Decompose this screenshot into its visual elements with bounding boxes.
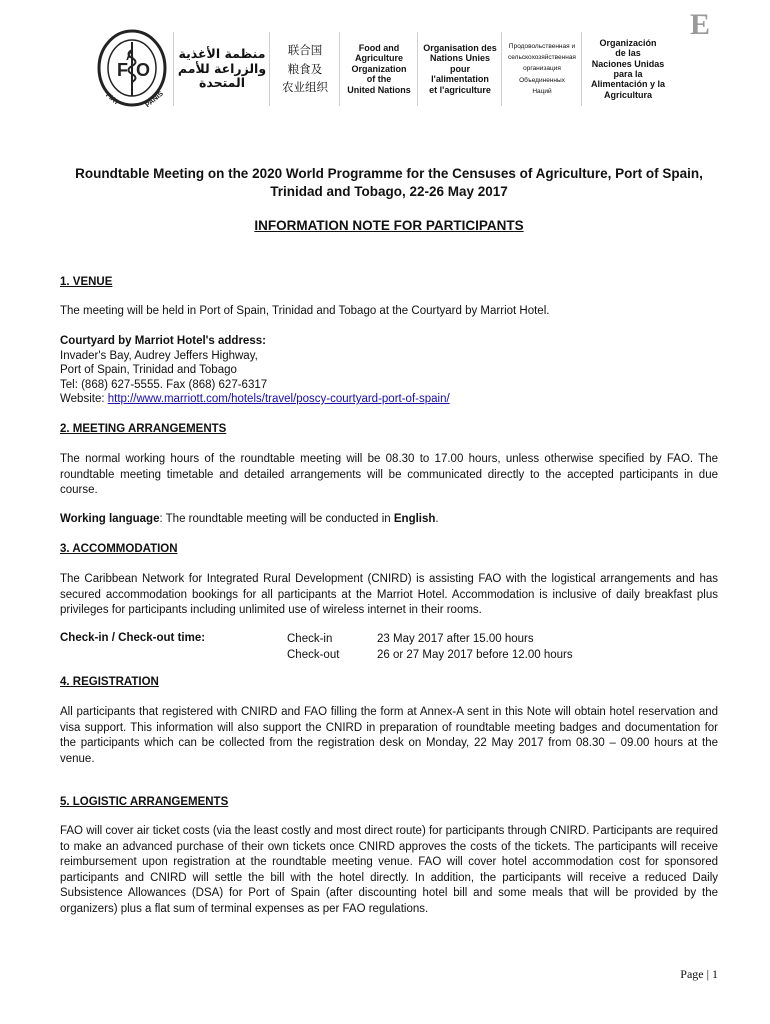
english-line: of the xyxy=(366,74,392,85)
english-line: United Nations xyxy=(347,84,411,95)
checkin-table xyxy=(287,632,573,663)
checkout-row xyxy=(287,648,573,664)
russian-line: Продовольственная и xyxy=(508,43,576,51)
english-line: Organization xyxy=(351,63,407,74)
page-title: Roundtable Meeting on the 2020 World Programme for the Censuses of Agriculture, Port of Spain, Trinidad and Tobago, 22-26 May 2017 xyxy=(75,166,703,199)
french-line: l'alimentation xyxy=(431,74,489,85)
english-name xyxy=(339,32,418,106)
venue-heading: 1. VENUE xyxy=(60,276,113,288)
meeting-text: The normal working hours of the roundtable meeting will be 08.30 to 17.00 hours, unless otherwise specified by FAO. The roundtable meeting timetable and detailed arrangements will be communicated directly to the accepted participants in due course. xyxy=(60,453,718,496)
french-line: Nations Unies xyxy=(429,53,490,64)
spanish-line: de las xyxy=(615,48,641,59)
fao-letterhead xyxy=(93,26,673,110)
logistics-heading: 5. LOGISTIC ARRANGEMENTS xyxy=(60,796,229,808)
website-line xyxy=(60,392,450,407)
website-label: Website: xyxy=(60,393,108,405)
russian-line: Объединенных xyxy=(519,76,565,84)
svg-text:A: A xyxy=(126,49,135,63)
french-line: Organisation des xyxy=(423,43,497,54)
accommodation-heading: 3. ACCOMMODATION xyxy=(60,543,178,555)
checkin-key: Check-in xyxy=(287,633,333,645)
logo-motto-right: PANIS xyxy=(144,90,165,110)
working-language xyxy=(60,512,718,528)
arabic-line: والزراعة للأمم xyxy=(177,60,267,76)
spanish-line: Naciones Unidas xyxy=(591,58,665,69)
english-line: Agriculture xyxy=(354,53,403,64)
address-line: Port of Spain, Trinidad and Tobago xyxy=(60,364,237,376)
russian-line: организация xyxy=(523,65,561,73)
language-text: : The roundtable meeting will be conducted in xyxy=(159,513,394,525)
svg-text:O: O xyxy=(136,60,151,80)
arabic-name xyxy=(173,32,270,106)
venue-text: The meeting will be held in Port of Spain, Trinidad and Tobago at the Courtyard by Marriot Hotel. xyxy=(60,305,550,317)
spanish-name xyxy=(581,32,674,106)
russian-name xyxy=(501,32,582,106)
english-line: Food and xyxy=(358,43,400,54)
accommodation-text: The Caribbean Network for Integrated Rural Development (CNIRD) is assisting FAO with the logistical arrangements and has secured accommodation bookings for all participants at the Marriot Hotel. Accommodation is inclusive of daily breakfast plus privileges for participants including unlimited use of wireless internet in their rooms. xyxy=(60,573,718,616)
checkin-value: 23 May 2017 after 15.00 hours xyxy=(377,633,534,645)
spanish-line: Agricultura xyxy=(603,89,652,100)
address-line: Invader's Bay, Audrey Jeffers Highway, xyxy=(60,349,258,362)
page-number: Page | 1 xyxy=(680,967,718,981)
language-label: Working language xyxy=(60,513,160,525)
chinese-line: 联合国 xyxy=(287,43,323,58)
french-line: pour xyxy=(450,63,470,74)
svg-text:F: F xyxy=(117,60,128,80)
logo-motto-left: FIAT xyxy=(104,91,121,107)
hotel-address xyxy=(60,334,450,407)
spanish-line: para la xyxy=(613,69,643,79)
russian-line: сельскохозяйственная xyxy=(508,54,576,62)
checkin-label: Check-in / Check-out time: xyxy=(60,632,206,644)
checkin-row xyxy=(287,632,573,648)
russian-line: Наций xyxy=(532,87,552,95)
checkout-key: Check-out xyxy=(287,648,340,661)
logistics-text: FAO will cover air ticket costs (via the least costly and most direct route) for participants through CNIRD. Participants are required to make an advanced purchase of their own tickets once CNIRD approves the costs of the tickets. The participants will receive reimbursement upon registration at the roundtable meeting venue. FAO will cover hotel accommodation cost for sponsored participants and CNIRD will settle the bill with the hotel directly. In addition, the participants will receive a reduced Daily Subsistence Allowances (DSA) for Port of Spain (after discounting hotel bill and some meals that will be provided by the organizers) plus a flat sum of terminal expenses as per FAO regulations. xyxy=(60,825,718,915)
french-line: et l'agriculture xyxy=(429,84,491,95)
address-line: Tel: (868) 627-5555. Fax (868) 627-6317 xyxy=(60,378,268,391)
chinese-name xyxy=(269,32,340,106)
arabic-line: منظمة الأغذية xyxy=(178,46,266,62)
chinese-line: 粮食及 xyxy=(287,61,323,76)
address-label: Courtyard by Marriot Hotel's address: xyxy=(60,335,266,347)
meeting-heading: 2. MEETING ARRANGEMENTS xyxy=(60,423,227,435)
hotel-website-link[interactable]: http://www.marriott.com/hotels/travel/poscy-courtyard-port-of-spain/ xyxy=(107,393,450,405)
checkout-value: 26 or 27 May 2017 before 12.00 hours xyxy=(377,648,573,661)
registration-heading: 4. REGISTRATION xyxy=(60,676,159,688)
language-end: . xyxy=(435,513,439,525)
spanish-line: Organización xyxy=(599,37,657,48)
chinese-line: 农业组织 xyxy=(282,80,328,95)
language-value: English xyxy=(393,513,436,525)
spanish-line: Alimentación y la xyxy=(590,79,666,90)
french-name xyxy=(417,32,502,106)
page-subtitle: INFORMATION NOTE FOR PARTICIPANTS xyxy=(254,218,524,233)
arabic-line: المتحدة xyxy=(198,75,246,91)
fao-logo-icon xyxy=(93,26,171,110)
document-symbol: E xyxy=(689,8,710,41)
registration-text: All participants that registered with CNIRD and FAO filling the form at Annex-A sent in this Note will obtain hotel reservation and visa support. This information will also support the CNIRD in preparation of roundtable meeting badges and documentation for the participants which can be collected from the registration desk on Monday, 22 May 2017 from 08.30 – 09.00 hours at the venue. xyxy=(60,706,718,765)
